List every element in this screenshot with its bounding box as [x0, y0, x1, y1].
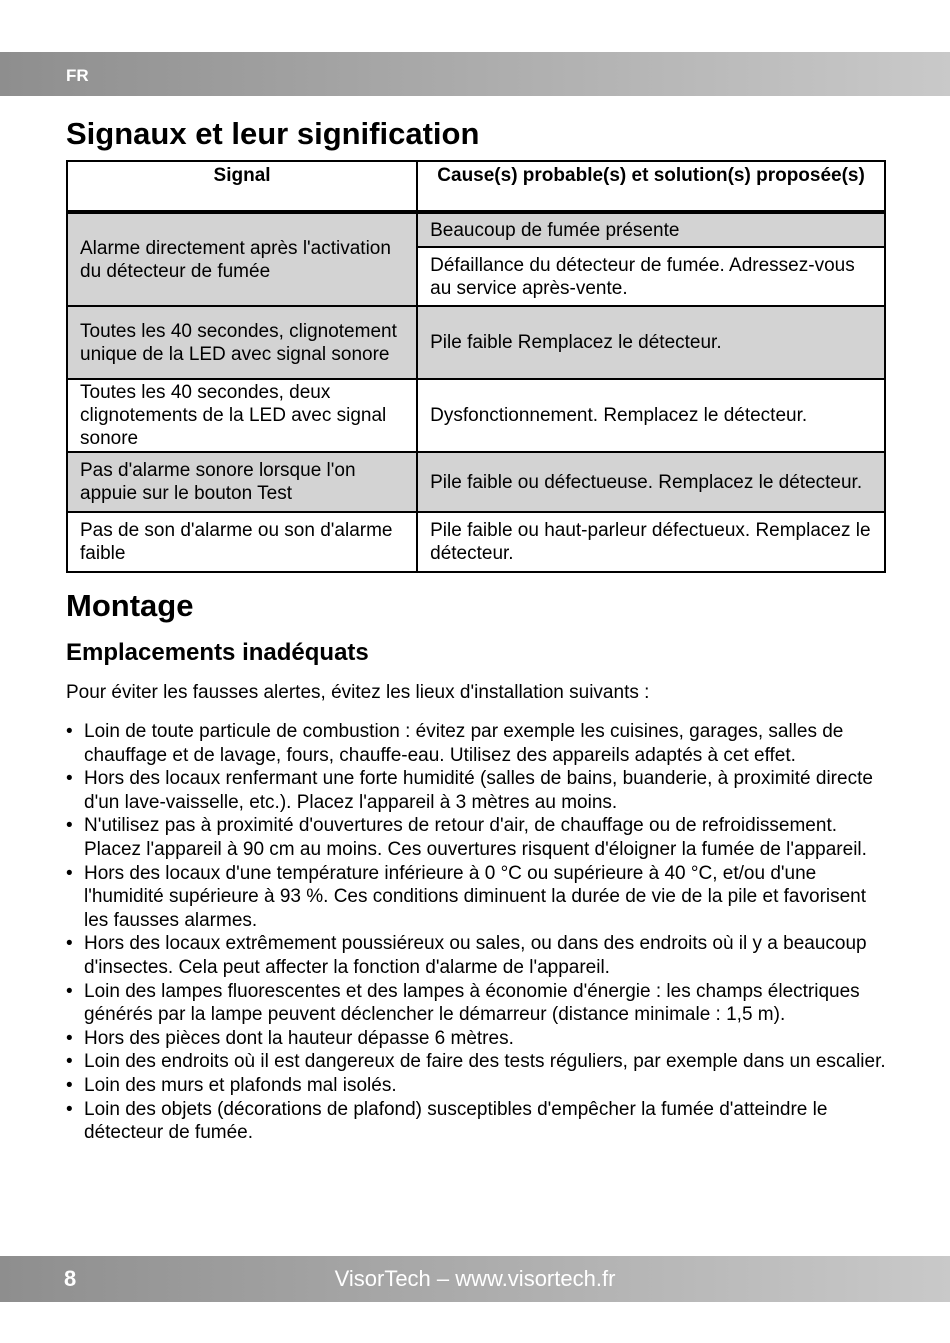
bullet-icon: •	[66, 862, 73, 884]
list-item: • Hors des pièces dont la hauteur dépasse 6 mètres.	[66, 1027, 514, 1049]
table-cell-signal: Toutes les 40 secondes, deux clignotements de la LED avec signal sonore	[67, 379, 417, 452]
bullet-icon: •	[66, 933, 73, 955]
list-item: • Loin des murs et plafonds mal isolés.	[66, 1074, 397, 1096]
list-item: • Hors des locaux renfermant une forte humidité (salles de bains, buanderie, à proximité directe d'un lave-vaisselle, etc.). Placez l'appareil à 3 mètres au moins.	[66, 768, 873, 813]
list-item: • Loin des objets (décorations de plafond) susceptibles d'empêcher la fumée d'atteindre le détecteur de fumée.	[66, 1098, 828, 1144]
emplacements-subtitle: Emplacements inadéquats	[66, 639, 369, 666]
table-cell-cause: Pile faible ou haut-parleur défectueux. Remplacez le détecteur.	[417, 512, 885, 572]
bullet-icon: •	[66, 721, 73, 742]
intro-text: Pour éviter les fausses alertes, évitez les lieux d'installation suivants :	[66, 682, 650, 703]
bullet-icon: •	[66, 1051, 73, 1073]
column-header-cause: Cause(s) probable(s) et solution(s) proposée(s)	[417, 161, 885, 212]
bullet-icon: •	[66, 768, 73, 790]
table-cell-signal: Pas d'alarme sonore lorsque l'on appuie sur le bouton Test	[67, 452, 417, 512]
footer-brand-link[interactable]: VisorTech – www.visortech.fr	[334, 1266, 616, 1291]
page-number: 8	[64, 1266, 77, 1291]
bullet-icon: •	[66, 980, 73, 1002]
table-cell-cause: Défaillance du détecteur de fumée. Adressez-vous au service après-vente.	[417, 247, 885, 306]
column-header-signal: Signal	[67, 161, 417, 212]
table-cell-cause: Pile faible ou défectueuse. Remplacez le détecteur.	[417, 452, 885, 512]
language-label: FR	[66, 66, 89, 85]
table-cell-signal: Toutes les 40 secondes, clignotement unique de la LED avec signal sonore	[67, 306, 417, 379]
signals-title: Signaux et leur signification	[66, 116, 480, 151]
table-cell-signal: Pas de son d'alarme ou son d'alarme faible	[67, 512, 417, 572]
list-item: • Loin de toute particule de combustion : évitez par exemple les cuisines, garages, salles de chauffage et de lavage, fours, chauffe-eau. Utilisez des appareils adaptés à cet effet.	[66, 721, 844, 766]
bullet-icon: •	[66, 1027, 73, 1049]
table-cell-cause: Pile faible Remplacez le détecteur.	[417, 306, 885, 379]
footer-bar	[0, 1256, 950, 1302]
table-cell-cause: Dysfonctionnement. Remplacez le détecteur.	[417, 379, 885, 452]
montage-title: Montage	[66, 588, 194, 623]
table-cell-signal: Alarme directement après l'activation du détecteur de fumée	[67, 212, 417, 306]
header-bar	[0, 52, 950, 96]
bullet-icon: •	[66, 1074, 73, 1096]
list-item: • Loin des endroits où il est dangereux de faire des tests réguliers, par exemple dans un escalier.	[66, 1051, 886, 1073]
bullet-icon: •	[66, 815, 73, 837]
list-item: • N'utilisez pas à proximité d'ouvertures de retour d'air, de chauffage ou de refroidissement. Placez l'appareil à 90 cm au moins. Ces ouvertures risquent d'éloigner la fumée de l'appareil.	[66, 815, 867, 860]
signals-table	[66, 160, 886, 573]
list-item: • Hors des locaux d'une température inférieure à 0 °C ou supérieure à 40 °C, et/ou d'une l'humidité supérieure à 93 %. Ces conditions diminuent la durée de vie de la pile et favorisent les fausses alarmes.	[66, 862, 867, 931]
table-cell-cause: Beaucoup de fumée présente	[417, 212, 885, 247]
list-item: • Loin des lampes fluorescentes et des lampes à économie d'énergie : les champs électriques générés par la lampe peuvent déclencher le démarreur (distance minimale : 1,5 m).	[66, 980, 860, 1026]
list-item: • Hors des locaux extrêmement poussiéreux ou sales, ou dans des endroits où il y a beaucoup d'insectes. Cela peut affecter la fonction d'alarme de l'appareil.	[66, 933, 867, 978]
locations-list	[66, 720, 886, 1145]
bullet-icon: •	[66, 1098, 73, 1120]
